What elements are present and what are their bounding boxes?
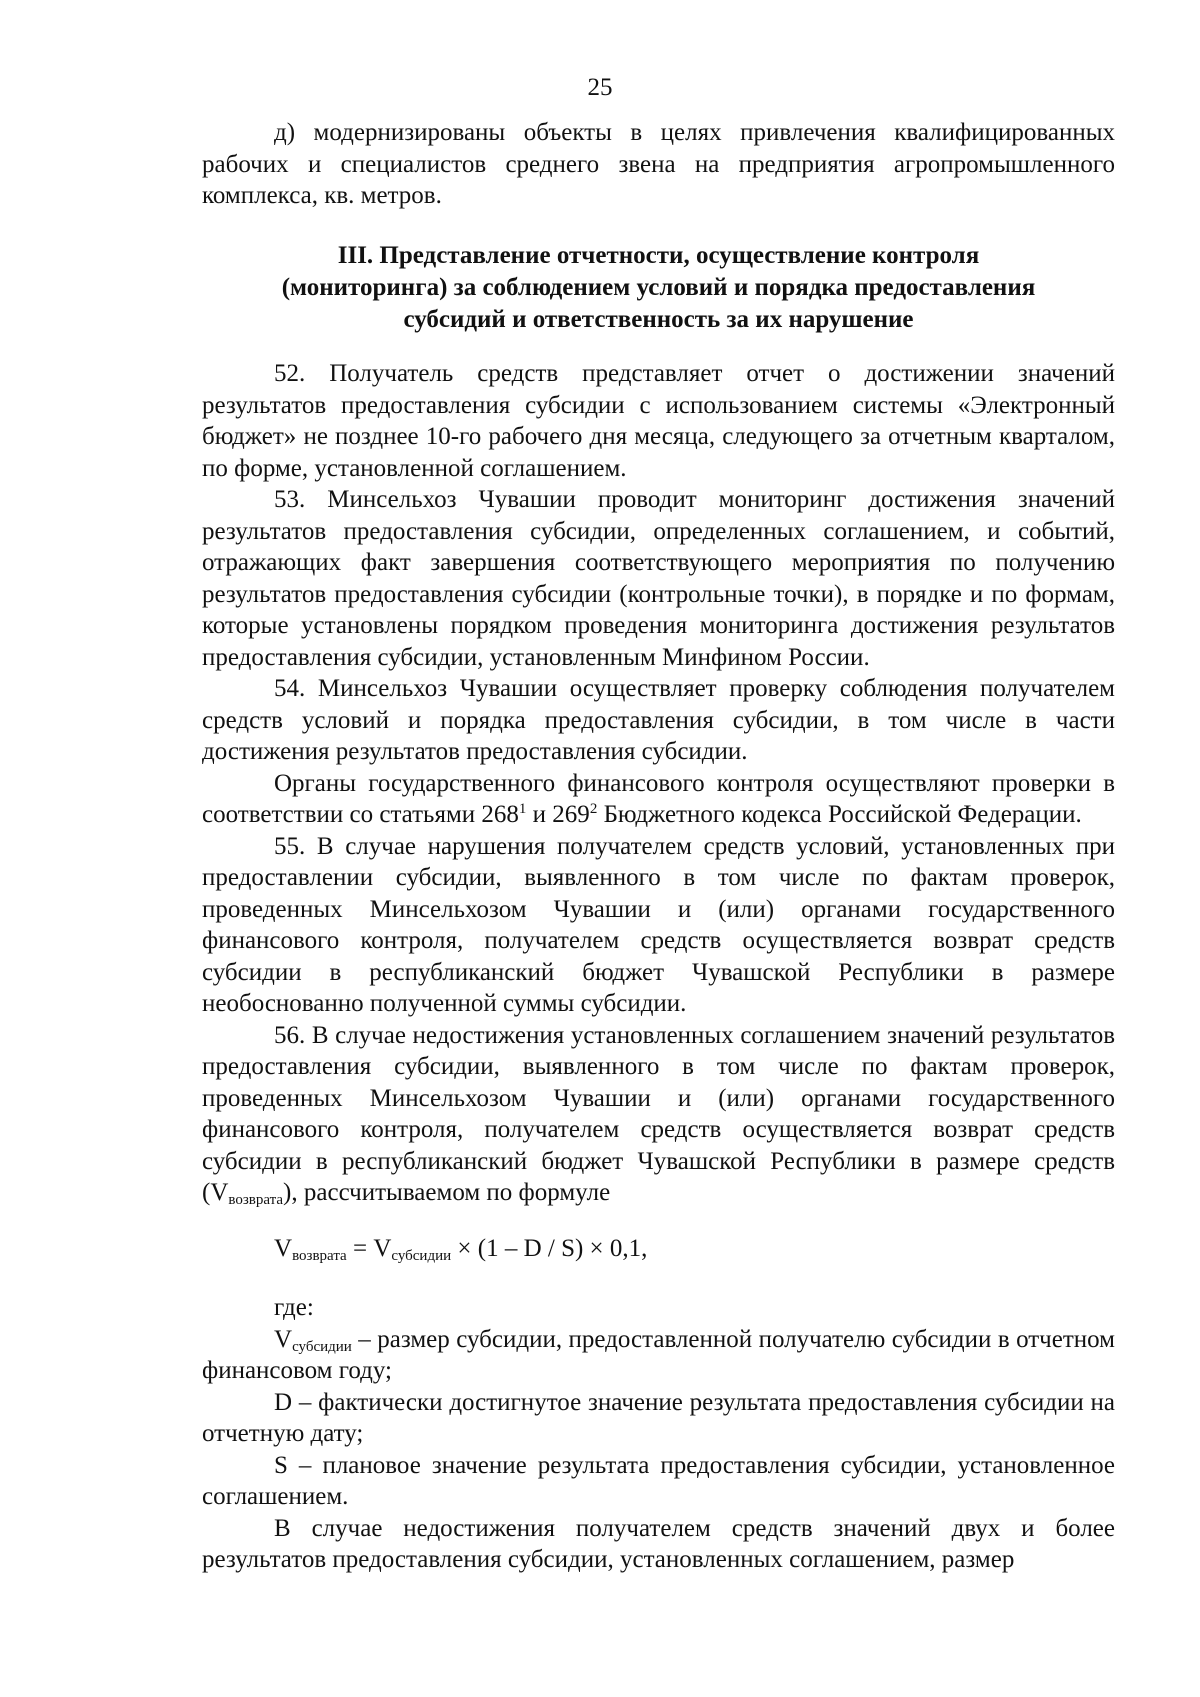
formula-sub-1: возврата (292, 1248, 347, 1264)
paragraph-55: 55. В случае нарушения получателем средств условий, установленных при предоставлении субсидии, выявленного в том числе по фактам проверок, проведенных Минсельхозом Чувашии и (или) органами государственного финансового контроля, получателем средств осуществляется возврат средств субсидии в республиканский бюджет Чувашской Республики в размере необоснованно полученной суммы субсидии. (202, 832, 1115, 1017)
p56-tail: ), рассчитываемом по формуле (283, 1179, 611, 1206)
def-v-sub: субсидии (292, 1338, 352, 1355)
formula-eq: = V (346, 1235, 392, 1262)
p54b-after: Бюджетного кодекса Российской Федерации. (597, 801, 1082, 828)
main-text (202, 358, 1115, 1209)
definition-d: D – фактически достигнутое значение результата предоставления субсидии на отчетную дату; (202, 1388, 1115, 1447)
page-number: 25 (587, 74, 613, 101)
intro-block (202, 117, 1115, 212)
formula-v1: V (274, 1235, 293, 1262)
paragraph-53: 53. Минсельхоз Чувашии проводит мониторинг достижения значений результатов предоставления субсидии, определенных соглашением, и событий, отражающих факт завершения соответствующего мероприятия по получению результатов предоставления субсидии (контрольные точки), в порядке и по формам, которые установлены порядком проведения мониторинга достижения результатов предоставления субсидии, установленным Минфином России. (202, 486, 1115, 671)
formula-sub-2: субсидии (391, 1248, 452, 1264)
p56-text: 56. В случае недостижения установленных соглашением значений результатов предоставления субсидии, выявленного в том числе по фактам проверок, проведенных Минсельхозом Чувашии и (или) органами государственного финансового контроля, получателем средств осуществляется возврат средств субсидии в республиканский бюджет Чувашской Республики в размере средств (V (202, 1021, 1115, 1206)
def-v-text: – размер субсидии, предоставленной получателю субсидии в отчетном финансовом году; (202, 1325, 1115, 1384)
paragraph-54: 54. Минсельхоз Чувашии осуществляет проверку соблюдения получателем средств условий и порядка предоставления субсидии, в том числе в части достижения результатов предоставления субсидии. (202, 675, 1115, 765)
heading-line-2: (мониторинга) за соблюдением условий и порядка предоставления (281, 274, 1036, 301)
definition-s: S – плановое значение результата предоставления субсидии, установленное соглашением. (202, 1451, 1115, 1510)
p54b-before: Органы государственного финансового контроля осуществляют проверки в соответствии со статьями 268 (202, 769, 1115, 828)
paragraph-52: 52. Получатель средств представляет отчет о достижении значений результатов предоставления субсидии с использованием системы «Электронный бюджет» не позднее 10-го рабочего дня месяца, следующего за отчетным кварталом, по форме, установленной соглашением. (202, 360, 1115, 482)
p54b-sup-1: 1 (518, 801, 527, 817)
def-v-letter: V (274, 1325, 293, 1353)
p54b-middle: и 269 (526, 801, 590, 828)
section-heading (202, 240, 1115, 336)
definitions-block (202, 1292, 1115, 1576)
return-formula (274, 1233, 647, 1265)
heading-line-3: субсидий и ответственность за их нарушение (403, 306, 914, 333)
paragraph-54-control (202, 768, 1115, 831)
definition-v-subsidy (202, 1324, 1115, 1387)
heading-line-1: III. Представление отчетности, осуществление контроля (337, 242, 980, 269)
paragraph-56 (202, 1020, 1115, 1209)
where-label: где: (274, 1294, 314, 1321)
last-paragraph: В случае недостижения получателем средств значений двух и более результатов предоставления субсидии, установленных соглашением, размер (202, 1514, 1115, 1573)
p56-sub: возврата (228, 1192, 284, 1208)
p54b-sup-2: 2 (589, 801, 598, 817)
intro-paragraph: д) модернизированы объекты в целях привлечения квалифицированных рабочих и специалистов среднего звена на предприятия агропромышленного комплекса, кв. метров. (202, 119, 1115, 209)
formula-rest: × (1 – D / S) × 0,1, (451, 1235, 648, 1262)
